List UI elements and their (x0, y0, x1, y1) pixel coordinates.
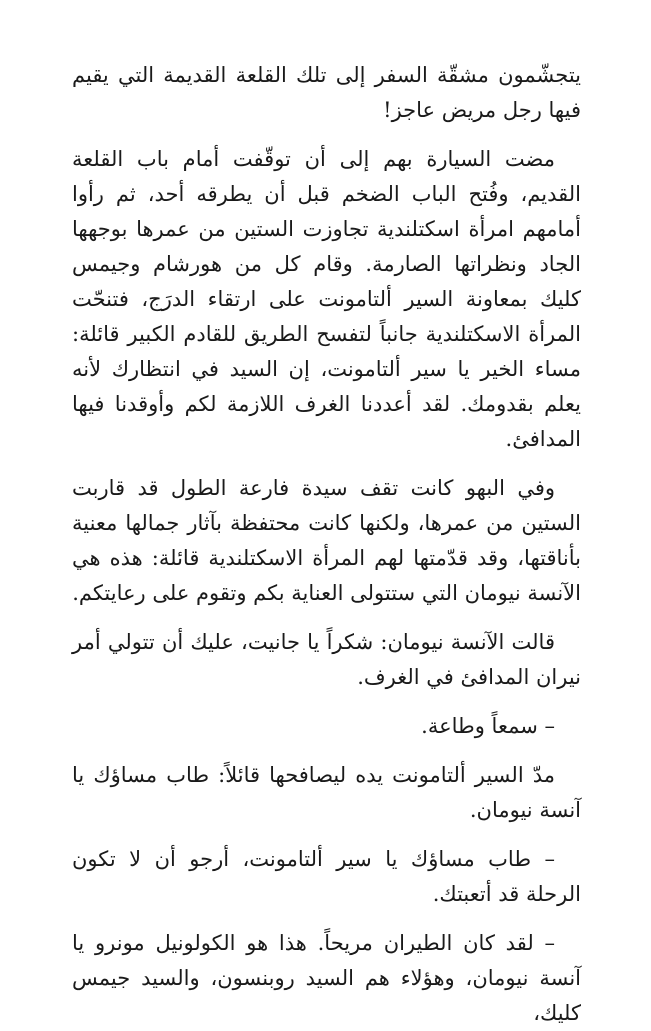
paragraph-6: مدّ السير ألتامونت يده ليصافحها قائلاً: طاب مساؤك يا آنسة نيومان. (72, 763, 581, 822)
paragraph-1: يتجشّمون مشقّة السفر إلى تلك القلعة القديمة التي يقيم فيها رجل مريض عاجز! (72, 63, 581, 122)
paragraph-8: – لقد كان الطيران مريحاً. هذا هو الكولونيل مونرو يا آنسة نيومان، وهؤلاء هم السيد روبنسون، والسيد جيمس كليك، (72, 931, 581, 1025)
paragraph-7: – طاب مساؤك يا سير ألتامونت، أرجو أن لا تكون الرحلة قد أتعبتك. (72, 847, 581, 906)
paragraph-3: وفي البهو كانت تقف سيدة فارعة الطول قد قاربت الستين من عمرها، ولكنها كانت محتفظة بآثار جمالها معنية بأناقتها، وقد قدّمتها لهم المرأة الاسكتلندية قائلة: هذه هي الآنسة نيومان التي ستتولى العناية بكم وتقوم على رعايتكم. (72, 476, 581, 605)
paragraph-4: قالت الآنسة نيومان: شكراً يا جانيت، عليك أن تتولي أمر نيران المدافئ في الغرف. (72, 630, 581, 689)
paragraph-5: – سمعاً وطاعة. (421, 714, 555, 738)
paragraph-2: مضت السيارة بهم إلى أن توقّفت أمام باب القلعة القديم، وفُتح الباب الضخم قبل أن يطرقه أحد، ثم رأوا أمامهم امرأة اسكتلندية تجاوزت الستين من عمرها بوجهها الجاد ونظراتها الصارمة. وقام كل من هورشام وجيمس كليك بمعاونة السير ألتامونت على ارتقاء الدرَج، فتنحّت المرأة الاسكتلندية جانباً لتفسح الطريق للقادم الكبير قائلة: مساء الخير يا سير ألتامونت، إن السيد في انتظارك لأنه يعلم بقدومك. لقد أعددنا الغرف اللازمة لكم وأوقدنا فيها المدافئ. (72, 147, 581, 451)
